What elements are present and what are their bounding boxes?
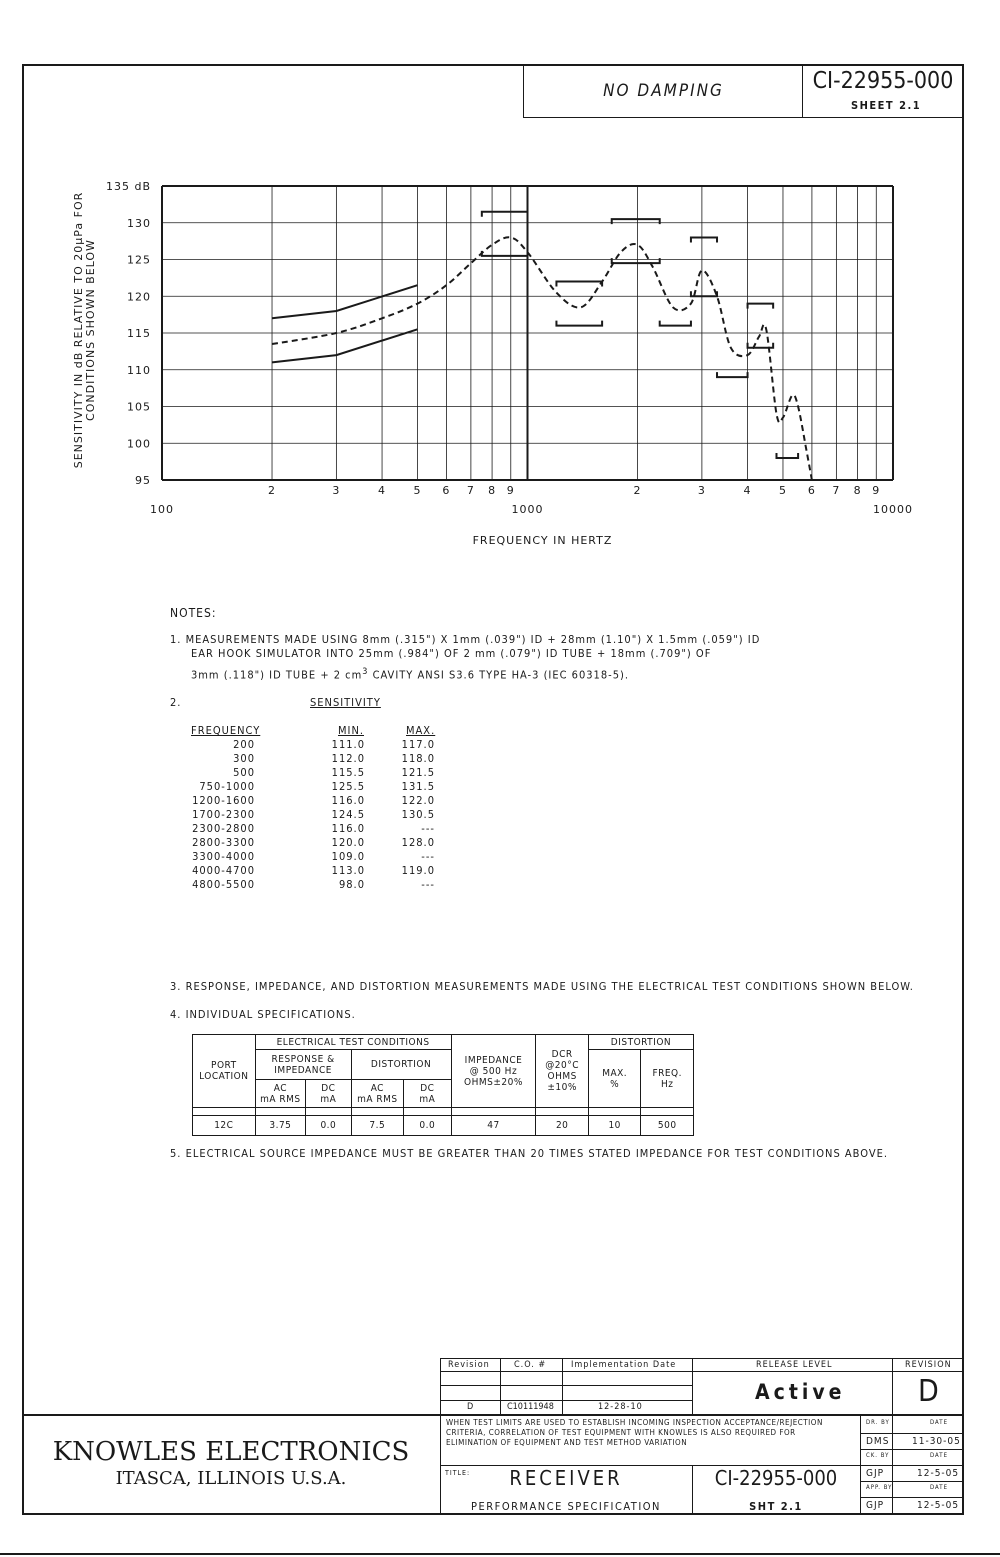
impl-date-value: 12-28-10 xyxy=(598,1402,643,1412)
x-minor-tick-label: 2 xyxy=(633,484,642,497)
ck-date-label: DATE xyxy=(930,1452,948,1459)
chart-grid xyxy=(162,186,893,480)
max-limit-bracket xyxy=(556,282,602,287)
x-minor-tick-label: 8 xyxy=(488,484,497,497)
company-location: ITASCA, ILLINOIS U.S.A. xyxy=(115,1468,347,1489)
subtitle-value: PERFORMANCE SPECIFICATION xyxy=(471,1500,661,1513)
header-sheet: SHEET 2.1 xyxy=(851,99,922,112)
y-tick-label: 110 xyxy=(127,363,151,377)
dr-date-label: DATE xyxy=(930,1419,948,1426)
note1-line2: EAR HOOK SIMULATOR INTO 25mm (.984") OF 2 mm (.079") ID TUBE + 18mm (.709") OF xyxy=(191,647,712,660)
note1-line3-a: 3mm (.118") ID TUBE + 2 cm xyxy=(191,668,363,682)
x-minor-tick-label: 9 xyxy=(872,484,881,497)
sens-row-min: 116.0 xyxy=(331,822,365,835)
x-minor-tick-label: 6 xyxy=(442,484,451,497)
max-limit-bracket xyxy=(612,219,660,224)
release-level-value: Active xyxy=(755,1380,846,1404)
cell-impedance: 47 xyxy=(451,1116,536,1136)
sens-row-min: 113.0 xyxy=(331,864,365,877)
note1-line3-b: CAVITY ANSI S3.6 TYPE HA-3 (IEC 60318-5). xyxy=(368,668,629,682)
x-minor-tick-label: 6 xyxy=(807,484,816,497)
max-limit-bracket xyxy=(691,237,717,242)
header-doc-number: CI-22955-000 xyxy=(812,68,954,94)
sens-row-freq: 2300-2800 xyxy=(192,822,255,835)
sens-row-freq: 500 xyxy=(233,766,255,779)
y-axis-label: SENSITIVITY IN dB RELATIVE TO 20μPa FOR xyxy=(72,191,85,469)
sens-row-freq: 2800-3300 xyxy=(192,836,255,849)
resp-ac-header: AC mA RMS xyxy=(255,1080,306,1108)
x-minor-tick-label: 5 xyxy=(413,484,422,497)
min-limit-bracket xyxy=(556,321,602,326)
distortion-header: DISTORTION xyxy=(588,1035,693,1050)
app-date-label: DATE xyxy=(930,1484,948,1491)
title-value: RECEIVER xyxy=(509,1466,623,1490)
cell-dist-ac: 7.5 xyxy=(351,1116,404,1136)
sens-row-max: --- xyxy=(421,822,435,835)
y-axis-label: CONDITIONS SHOWN BELOW xyxy=(84,239,97,421)
co-value: C10111948 xyxy=(507,1402,554,1412)
impedance-header: IMPEDANCE @ 500 Hz OHMS±20% xyxy=(451,1035,536,1108)
x-major-tick-label: 10000 xyxy=(873,503,913,516)
dr-date-value: 11-30-05 xyxy=(912,1436,961,1447)
title-sheet: SHT 2.1 xyxy=(749,1500,803,1513)
cell-dcr: 20 xyxy=(536,1116,589,1136)
col-frequency: FREQUENCY xyxy=(191,724,261,737)
x-minor-tick-label: 3 xyxy=(332,484,341,497)
cell-freq: 500 xyxy=(641,1116,694,1136)
notes-heading: NOTES: xyxy=(170,606,217,620)
sens-row-freq: 1200-1600 xyxy=(192,794,255,807)
sens-row-min: 124.5 xyxy=(331,808,365,821)
response-impedance-header: RESPONSE & IMPEDANCE xyxy=(255,1050,351,1080)
note4: 4. INDIVIDUAL SPECIFICATIONS. xyxy=(170,1008,356,1021)
sens-row-min: 120.0 xyxy=(331,836,365,849)
x-minor-tick-label: 5 xyxy=(778,484,787,497)
note3: 3. RESPONSE, IMPEDANCE, AND DISTORTION MEASUREMENTS MADE USING THE ELECTRICAL TEST CONDITIONS SHOWN BELOW. xyxy=(170,980,914,993)
electrical-test-conditions-header: ELECTRICAL TEST CONDITIONS xyxy=(255,1035,451,1050)
y-tick-label: 105 xyxy=(127,400,151,414)
x-major-tick-label: 1000 xyxy=(511,503,544,516)
sens-row-freq: 4000-4700 xyxy=(192,864,255,877)
dr-by-label: DR. BY xyxy=(866,1419,890,1426)
x-minor-tick-label: 7 xyxy=(466,484,475,497)
cell-max: 10 xyxy=(588,1116,641,1136)
app-date-value: 12-5-05 xyxy=(917,1500,960,1511)
sens-row-max: 131.5 xyxy=(401,780,435,793)
disclaimer-line2: CRITERIA, CORRELATION OF TEST EQUIPMENT WITH KNOWLES IS ALSO REQUIRED FOR xyxy=(446,1428,796,1437)
min-limit-bracket xyxy=(717,372,748,377)
sens-row-freq: 750-1000 xyxy=(199,780,255,793)
y-tick-label: 125 xyxy=(127,253,151,267)
y-tick-label: 100 xyxy=(127,437,151,451)
freq-hz-header: FREQ. Hz xyxy=(641,1050,694,1108)
note1-line3 xyxy=(191,667,629,682)
sens-row-min: 109.0 xyxy=(331,850,365,863)
x-minor-tick-label: 8 xyxy=(853,484,862,497)
header-title: NO DAMPING xyxy=(603,81,724,101)
port-location-header: PORT LOCATION xyxy=(193,1035,256,1108)
title-label: TITLE: xyxy=(445,1469,471,1477)
y-tick-label: 115 xyxy=(127,327,151,340)
x-major-tick-label: 100 xyxy=(150,503,174,516)
sens-row-min: 115.5 xyxy=(331,766,365,779)
x-minor-tick-label: 9 xyxy=(506,484,515,497)
sens-row-freq: 300 xyxy=(233,752,255,765)
revision-col-label: REVISION xyxy=(905,1360,952,1370)
disclaimer-line3: ELIMINATION OF EQUIPMENT AND TEST METHOD VARIATION xyxy=(446,1438,688,1447)
col-max: MAX. xyxy=(406,724,436,737)
note1-superscript: 3 xyxy=(362,667,369,677)
y-tick-label: 120 xyxy=(127,290,151,304)
x-minor-tick-label: 4 xyxy=(743,484,752,497)
distortion-sub-header: DISTORTION xyxy=(351,1050,451,1080)
cell-port: 12C xyxy=(193,1116,256,1136)
sensitivity-chart xyxy=(0,0,1000,560)
sens-row-min: 116.0 xyxy=(331,794,365,807)
x-axis-label: FREQUENCY IN HERTZ xyxy=(472,534,613,547)
chart-labels xyxy=(72,180,913,547)
sens-row-freq: 1700-2300 xyxy=(192,808,255,821)
sens-row-max: 117.0 xyxy=(401,738,435,751)
dr-by-value: DMS xyxy=(866,1436,890,1447)
app-by-label: APP. BY xyxy=(866,1484,893,1491)
max-pct-header: MAX. % xyxy=(588,1050,641,1108)
sens-row-max: 122.0 xyxy=(401,794,435,807)
note1-line1: 1. MEASUREMENTS MADE USING 8mm (.315") X 1mm (.039") ID + 28mm (1.10") X 1.5mm (.059") ID xyxy=(170,633,761,646)
impl-date-label: Implementation Date xyxy=(571,1360,677,1370)
ck-by-value: GJP xyxy=(866,1468,885,1479)
sens-row-min: 98.0 xyxy=(338,878,365,891)
min-limit-bracket xyxy=(748,343,774,348)
dist-dc-header: DC mA xyxy=(404,1080,451,1108)
ck-date-value: 12-5-05 xyxy=(917,1468,960,1479)
note5: 5. ELECTRICAL SOURCE IMPEDANCE MUST BE GREATER THAN 20 TIMES STATED IMPEDANCE FOR TEST CONDITIONS ABOVE. xyxy=(170,1147,888,1160)
sens-row-freq: 200 xyxy=(233,738,255,751)
x-minor-tick-label: 2 xyxy=(268,484,277,497)
y-tick-label: 135 dB xyxy=(105,180,151,193)
specifications-table xyxy=(192,1034,694,1136)
min-limit-bracket xyxy=(776,453,798,458)
revision-big: D xyxy=(918,1374,939,1409)
sens-row-max: 121.5 xyxy=(401,766,435,779)
min-limit-bracket xyxy=(482,251,528,256)
dcr-header: DCR @20°C OHMS ±10% xyxy=(536,1035,589,1108)
sens-row-max: 119.0 xyxy=(401,864,435,877)
sens-row-max: 118.0 xyxy=(401,752,435,765)
revision-label: Revision xyxy=(448,1360,490,1370)
sens-row-max: 128.0 xyxy=(401,836,435,849)
rev-value: D xyxy=(467,1402,475,1412)
max-limit-bracket xyxy=(482,212,528,217)
release-level-label: RELEASE LEVEL xyxy=(756,1360,833,1370)
y-tick-label: 95 xyxy=(135,474,151,487)
title-doc-number: CI-22955-000 xyxy=(714,1466,838,1490)
x-minor-tick-label: 4 xyxy=(378,484,387,497)
sens-row-freq: 4800-5500 xyxy=(192,878,255,891)
app-by-value: GJP xyxy=(866,1500,885,1511)
min-limit-bracket xyxy=(660,321,691,326)
limit-max-line xyxy=(272,285,418,318)
cell-dist-dc: 0.0 xyxy=(404,1116,451,1136)
co-label: C.O. # xyxy=(514,1360,547,1370)
note2-number: 2. xyxy=(170,696,182,709)
y-tick-label: 130 xyxy=(127,216,151,230)
min-limit-bracket xyxy=(612,258,660,263)
sens-row-freq: 3300-4000 xyxy=(192,850,255,863)
dist-ac-header: AC mA RMS xyxy=(351,1080,404,1108)
sens-row-min: 111.0 xyxy=(331,738,365,751)
cell-resp-dc: 0.0 xyxy=(306,1116,351,1136)
max-limit-bracket xyxy=(748,304,774,309)
sens-row-min: 125.5 xyxy=(331,780,365,793)
disclaimer-line1: WHEN TEST LIMITS ARE USED TO ESTABLISH INCOMING INSPECTION ACCEPTANCE/REJECTION xyxy=(446,1418,823,1427)
resp-dc-header: DC mA xyxy=(306,1080,351,1108)
cell-resp-ac: 3.75 xyxy=(255,1116,306,1136)
sens-row-max: --- xyxy=(421,850,435,863)
x-minor-tick-label: 3 xyxy=(697,484,706,497)
sens-row-max: 130.5 xyxy=(401,808,435,821)
sens-row-max: --- xyxy=(421,878,435,891)
x-minor-tick-label: 7 xyxy=(832,484,841,497)
ck-by-label: CK. BY xyxy=(866,1452,890,1459)
chart-series xyxy=(272,212,812,480)
company-name: KNOWLES ELECTRONICS xyxy=(52,1437,410,1467)
sens-row-min: 112.0 xyxy=(331,752,365,765)
limit-min-line xyxy=(272,329,418,362)
col-min: MIN. xyxy=(338,724,364,737)
sensitivity-heading: SENSITIVITY xyxy=(310,696,381,709)
page-bottom-rule xyxy=(0,1553,1000,1555)
